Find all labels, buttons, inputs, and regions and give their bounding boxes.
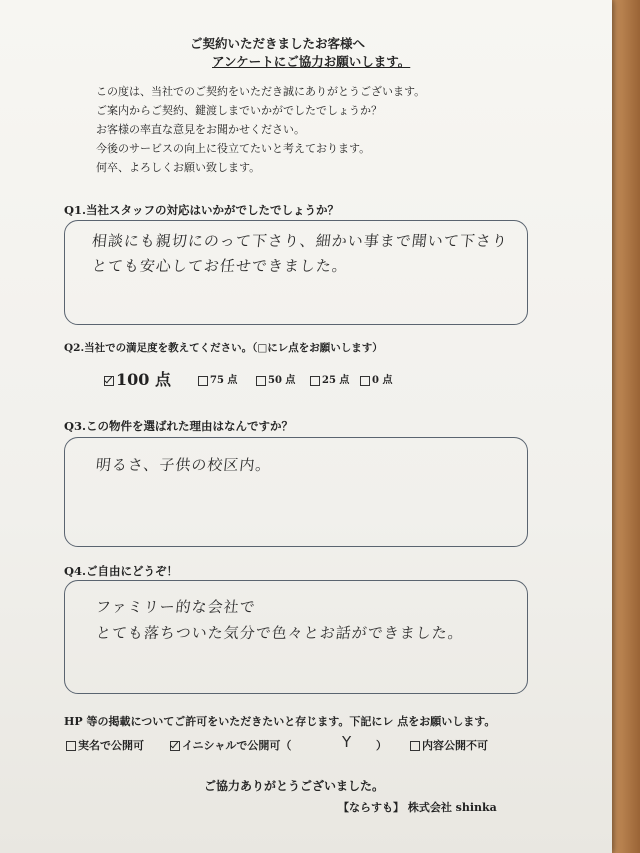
rating-50	[256, 371, 295, 386]
q1-answer-line-2: とても安心してお任せできました。	[91, 257, 349, 275]
company-name: 【ならすも】 株式会社 shinka	[338, 801, 497, 814]
q4-answer-line-2: とても落ちついた気分で色々とお話ができました。	[95, 624, 465, 642]
checkbox-75	[198, 376, 208, 386]
rating-100-label: 100 点	[116, 370, 171, 389]
checkbox-real-name	[66, 741, 76, 751]
rating-75-label: 75 点	[210, 375, 238, 386]
consent-initials-label: イニシャルで公開可（	[182, 739, 292, 752]
q4-question: Q4.ご自由にどうぞ！	[64, 564, 179, 578]
rating-0	[360, 371, 392, 386]
rating-75	[198, 371, 237, 386]
intro-line-3: お客様の率直な意見をお聞かせください。	[96, 123, 305, 136]
consent-initials-close: ）	[376, 739, 387, 752]
rating-50-label: 50 点	[268, 375, 296, 386]
consent-no-publish	[410, 737, 488, 753]
q3-question: Q3.この物件を選ばれた理由はなんですか？	[64, 419, 294, 433]
title-line-1: ご契約いただきましたお客様へ	[190, 36, 366, 51]
consent-no-publish-label: 内容公開不可	[422, 739, 488, 752]
rating-25	[310, 371, 349, 386]
consent-real-name	[66, 737, 144, 753]
q2-question: Q2.当社での満足度を教えてください。（□にレ点をお願いします）	[64, 342, 383, 354]
consent-initials	[170, 737, 291, 753]
rating-100	[104, 367, 171, 390]
q1-question: Q1.当社スタッフの対応はいかがでしたでしょうか？	[64, 203, 340, 217]
q4-answer-line-1: ファミリー的な会社で	[95, 598, 257, 616]
rating-25-label: 25 点	[322, 375, 350, 386]
checkbox-initials	[170, 741, 180, 751]
q3-answer-line-1: 明るさ、子供の校区内。	[95, 456, 273, 474]
intro-line-1: この度は、当社でのご契約をいただき誠にありがとうございます。	[96, 85, 426, 98]
consent-real-name-label: 実名で公開可	[78, 739, 144, 752]
checkbox-0	[360, 376, 370, 386]
checkbox-50	[256, 376, 266, 386]
intro-line-4: 今後のサービスの向上に役立てたいと考えております。	[96, 142, 371, 155]
rating-0-label: 0 点	[372, 375, 393, 386]
title-line-2: アンケートにご協力お願いします。	[212, 54, 411, 69]
q1-answer-line-1: 相談にも親切にのって下さり、細かい事まで聞いて下さり	[91, 232, 509, 250]
checkbox-no-publish	[410, 741, 420, 751]
consent-text: HP 等の掲載についてご許可をいただきたいと存じます。下記にレ 点をお願いします。	[64, 715, 496, 728]
intro-line-2: ご案内からご契約、鍵渡しまでいかがでしたでしょうか？	[96, 104, 382, 117]
checkbox-25	[310, 376, 320, 386]
handwritten-initial: Y	[342, 733, 352, 751]
checkbox-100	[104, 376, 114, 386]
thanks-text: ご協力ありがとうございました。	[204, 779, 385, 793]
intro-line-5: 何卒、よろしくお願い致します。	[96, 161, 261, 174]
